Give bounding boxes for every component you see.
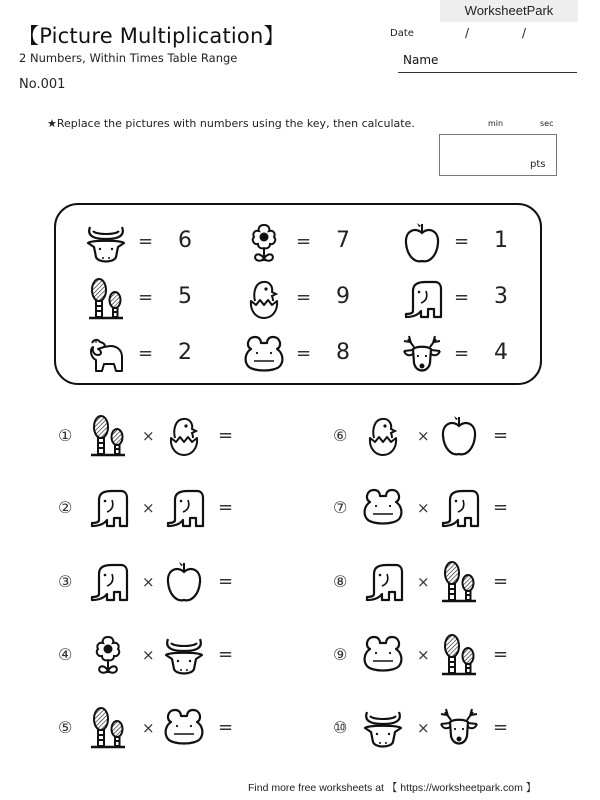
times-sign: × — [142, 573, 155, 591]
key-equals: = — [138, 287, 154, 308]
elephant-icon — [86, 560, 130, 604]
problem-number: ② — [58, 498, 73, 517]
elephant-icon — [361, 560, 405, 604]
problem-number: ⑨ — [333, 645, 348, 664]
date-label: Date — [390, 28, 414, 39]
problem-number: ④ — [58, 645, 73, 664]
elephant-icon — [400, 277, 444, 321]
chick-icon — [162, 414, 206, 458]
deer-icon — [437, 706, 481, 750]
frog-icon — [361, 486, 405, 530]
instructions: ★Replace the pictures with numbers using the key, then calculate. — [47, 117, 415, 130]
problem-number: ⑦ — [333, 498, 348, 517]
sec-label: sec — [540, 119, 554, 128]
times-sign: × — [417, 646, 430, 664]
frog-icon — [361, 633, 405, 677]
times-sign: × — [142, 719, 155, 737]
times-sign: × — [142, 646, 155, 664]
key-item-bull — [84, 221, 234, 265]
worksheet-number: No.001 — [19, 77, 66, 92]
trees-icon — [86, 706, 130, 750]
problem-number: ① — [58, 426, 73, 445]
key-item-deer — [400, 333, 550, 377]
key-item-elephant — [400, 277, 550, 321]
problem-3 — [58, 560, 288, 608]
footer-link-text: Find more free worksheets at 【 https://worksheetpark.com 】 — [248, 782, 537, 794]
key-item-hippo — [84, 333, 234, 377]
key-equals: = — [296, 343, 312, 364]
key-value: 8 — [336, 340, 350, 365]
equals-sign: = — [218, 717, 234, 738]
key-value: 6 — [178, 228, 192, 253]
frog-icon — [242, 333, 286, 377]
worksheet-title: 【Picture Multiplication】 — [18, 24, 285, 48]
key-equals: = — [138, 343, 154, 364]
key-item-frog — [242, 333, 392, 377]
trees-icon — [437, 633, 481, 677]
deer-icon — [400, 333, 444, 377]
problem-number: ⑥ — [333, 426, 348, 445]
key-value: 9 — [336, 284, 350, 309]
key-box — [54, 203, 542, 385]
equals-sign: = — [493, 644, 509, 665]
problem-9 — [333, 633, 563, 681]
problem-1 — [58, 414, 288, 462]
bull-icon — [361, 706, 405, 750]
frog-icon — [162, 706, 206, 750]
worksheet-subtitle: 2 Numbers, Within Times Table Range — [19, 51, 238, 65]
key-value: 2 — [178, 340, 192, 365]
equals-sign: = — [218, 497, 234, 518]
problem-8 — [333, 560, 563, 608]
times-sign: × — [417, 427, 430, 445]
times-sign: × — [417, 573, 430, 591]
equals-sign: = — [493, 571, 509, 592]
apple-icon — [162, 560, 206, 604]
key-value: 4 — [494, 340, 508, 365]
equals-sign: = — [493, 497, 509, 518]
chick-icon — [361, 414, 405, 458]
problem-6 — [333, 414, 563, 462]
problem-2 — [58, 486, 288, 534]
date-separator-2: / — [522, 26, 527, 40]
date-separator-1: / — [465, 26, 470, 40]
hippo-icon — [84, 333, 128, 377]
key-equals: = — [138, 231, 154, 252]
key-item-apple — [400, 221, 550, 265]
times-sign: × — [417, 719, 430, 737]
key-item-flower — [242, 221, 392, 265]
problem-7 — [333, 486, 563, 534]
equals-sign: = — [218, 425, 234, 446]
times-sign: × — [142, 499, 155, 517]
key-equals: = — [454, 287, 470, 308]
trees-icon — [86, 414, 130, 458]
problem-number: ⑤ — [58, 718, 73, 737]
key-value: 3 — [494, 284, 508, 309]
bull-icon — [84, 221, 128, 265]
apple-icon — [437, 414, 481, 458]
elephant-icon — [437, 486, 481, 530]
key-equals: = — [454, 343, 470, 364]
equals-sign: = — [218, 571, 234, 592]
bull-icon — [162, 633, 206, 677]
chick-icon — [242, 277, 286, 321]
equals-sign: = — [493, 717, 509, 738]
brand-label: WorksheetPark — [440, 0, 578, 22]
flower-icon — [86, 633, 130, 677]
key-item-chick — [242, 277, 392, 321]
key-equals: = — [296, 231, 312, 252]
pts-label: pts — [530, 159, 546, 170]
problem-10 — [333, 706, 563, 754]
key-value: 1 — [494, 228, 508, 253]
times-sign: × — [142, 427, 155, 445]
name-label: Name — [403, 53, 439, 67]
key-equals: = — [296, 287, 312, 308]
trees-icon — [437, 560, 481, 604]
problem-5 — [58, 706, 288, 754]
equals-sign: = — [218, 644, 234, 665]
problem-4 — [58, 633, 288, 681]
min-label: min — [488, 119, 504, 128]
times-sign: × — [417, 499, 430, 517]
problem-number: ③ — [58, 572, 73, 591]
apple-icon — [400, 221, 444, 265]
problem-number: ⑩ — [333, 718, 348, 737]
key-item-trees — [84, 277, 234, 321]
name-line — [398, 72, 577, 73]
key-value: 7 — [336, 228, 350, 253]
equals-sign: = — [493, 425, 509, 446]
elephant-icon — [162, 486, 206, 530]
key-value: 5 — [178, 284, 192, 309]
key-equals: = — [454, 231, 470, 252]
trees-icon — [84, 277, 128, 321]
flower-icon — [242, 221, 286, 265]
elephant-icon — [86, 486, 130, 530]
problem-number: ⑧ — [333, 572, 348, 591]
